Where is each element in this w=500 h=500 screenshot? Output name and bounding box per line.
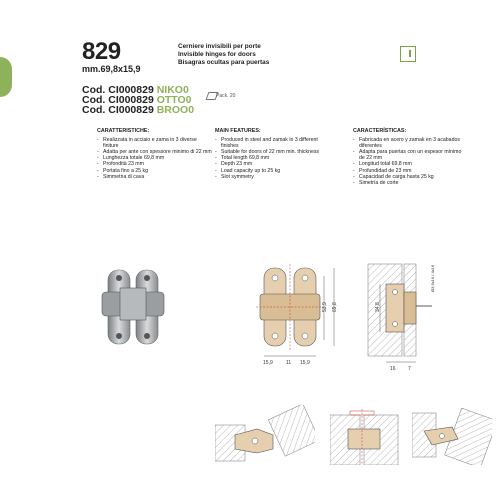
feature-item: - Profundidad de 23 mm (353, 168, 468, 174)
feature-item: - Suitable for doors of 22 mm min. thickness (215, 149, 330, 155)
product-titles (178, 43, 269, 67)
feature-item: - Adatta per ante con spessore minimo di 22 mm (97, 149, 212, 155)
feature-item: - Slot symmetry (215, 174, 330, 180)
code-row: Cod. CI000829 NIKO0 (82, 84, 189, 96)
dim-width-right: 15,9 (300, 360, 310, 366)
install-drawing-closed (330, 405, 400, 465)
dim-height-inner: 53,9 (322, 302, 328, 312)
model-number: 829 (82, 38, 121, 65)
feature-item: - Capacidad de carga hasta 25 kg (353, 174, 468, 180)
dim-width-center: 11 (286, 360, 292, 366)
feature-item: - Depth 23 mm (215, 161, 330, 167)
section-tab (0, 57, 12, 97)
install-drawing-open (215, 405, 315, 465)
feature-item: - Lunghezza totale 69,8 mm (97, 155, 212, 161)
side-dim-depth2: 7 (408, 366, 411, 372)
feature-item: - Profondità 23 mm (97, 161, 212, 167)
install-drawing-side (412, 405, 492, 465)
hinge-photo (90, 262, 180, 352)
title-it: Cerniere invisibili per porte (178, 43, 261, 50)
product-codes (82, 85, 194, 115)
code-row: Cod. CI000829 BROO0 (82, 104, 195, 116)
feature-item: - Simetría de corte (353, 180, 468, 186)
feature-item: - Produced in steel and zamak in 3 different finishes (215, 137, 330, 149)
side-dim-depth: 16 (390, 366, 396, 372)
feature-item: - Total length 69,8 mm (215, 155, 330, 161)
feature-item: - Fabricada en acero y zamak en 3 acabados diferentes (353, 137, 468, 149)
features-heading: CARACTERÍSTICAS: (353, 128, 407, 134)
features-it (97, 128, 212, 180)
features-heading: CARATTERISTICHE: (97, 128, 150, 134)
hinge-side-drawing (362, 262, 442, 374)
dim-width-left: 15,9 (263, 360, 273, 366)
feature-item: - Realizzata in acciaio e zama in 3 diverse finiture (97, 137, 212, 149)
feature-item: - Load capacity up to 25 kg (215, 168, 330, 174)
door-icon (400, 46, 416, 62)
pack-label: Pack. 20 (216, 93, 236, 99)
features-en (215, 128, 330, 180)
title-en: Invisible hinges for doors (178, 51, 256, 58)
model-dimensions: mm.69,8x15,9 (82, 64, 141, 74)
feature-item: - Portata fino a 25 kg (97, 168, 212, 174)
hinge-front-drawing (250, 262, 345, 372)
dim-height-total: 69,8 (332, 302, 338, 312)
side-screw-label: Ø3,5x16 / 4x16 (430, 264, 435, 292)
feature-item: - Adapta para puertas con un espesor mínimo de 22 mm (353, 149, 468, 161)
side-dim-height: 34,8 (375, 302, 381, 312)
features-heading: MAIN FEATURES: (215, 128, 261, 134)
code-row: Cod. CI000829 OTTO0 (82, 94, 192, 106)
title-es: Bisagras ocultas para puertas (178, 59, 270, 66)
feature-item: - Longitud total 69,8 mm (353, 161, 468, 167)
features-es (353, 128, 468, 186)
feature-item: - Simmetria di cava (97, 174, 212, 180)
